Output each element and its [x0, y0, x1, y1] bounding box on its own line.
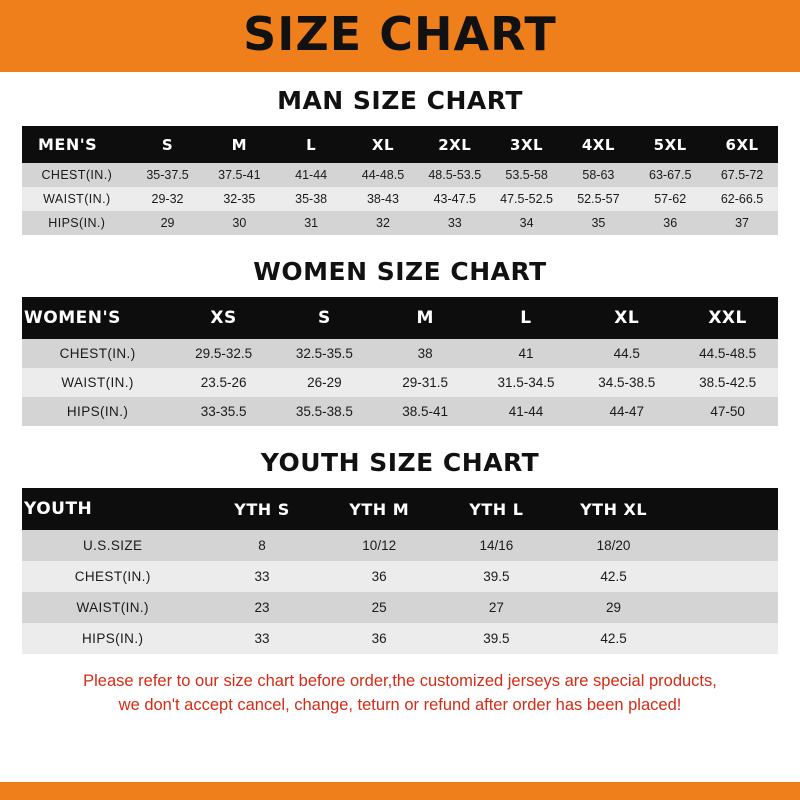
women-row1-c2: 29-31.5: [375, 368, 476, 397]
man-row2-c5: 34: [491, 211, 563, 235]
women-row2-c2: 38.5-41: [375, 397, 476, 426]
man-row1-c8: 62-66.5: [706, 187, 778, 211]
youth-row2-c2: 27: [438, 592, 555, 623]
man-row0-c2: 41-44: [275, 163, 347, 187]
man-row2-c1: 30: [203, 211, 275, 235]
man-row0-c1: 37.5-41: [203, 163, 275, 187]
youth-header-l: YTH L: [469, 499, 524, 519]
youth-row0-c2: 14/16: [438, 530, 555, 561]
youth-row2-c3: 29: [555, 592, 672, 623]
women-header-xs: XS: [210, 308, 237, 328]
man-row2-c4: 33: [419, 211, 491, 235]
youth-header-xl: YTH XL: [580, 499, 648, 519]
man-header-l: L: [306, 135, 317, 154]
women-header-label: WOMEN'S: [24, 308, 121, 328]
women-row2-label: HIPS(IN.): [22, 397, 173, 426]
table-row: [22, 368, 778, 397]
women-table-header-row: [22, 297, 778, 339]
youth-row0-c0: 8: [203, 530, 320, 561]
man-header-6xl: 6XL: [725, 135, 759, 154]
youth-table-header-row: [22, 488, 778, 530]
man-row2-label: HIPS(IN.): [22, 211, 132, 235]
women-row2-c5: 47-50: [677, 397, 778, 426]
women-row0-c2: 38: [375, 339, 476, 368]
man-size-table: [22, 126, 778, 235]
table-row: [22, 592, 778, 623]
youth-row0-c1: 10/12: [321, 530, 438, 561]
youth-row1-c3: 42.5: [555, 561, 672, 592]
man-row1-c1: 32-35: [203, 187, 275, 211]
women-section-title: WOMEN SIZE CHART: [253, 257, 547, 286]
man-header-5xl: 5XL: [653, 135, 687, 154]
man-table-header-row: [22, 126, 778, 163]
table-row: [22, 339, 778, 368]
youth-row2-spacer: [672, 592, 778, 623]
man-header-xl: XL: [371, 135, 395, 154]
youth-row1-c1: 36: [321, 561, 438, 592]
women-row1-c0: 23.5-26: [173, 368, 274, 397]
page-title: SIZE CHART: [243, 7, 557, 61]
youth-row3-c1: 36: [321, 623, 438, 654]
youth-header-s: YTH S: [234, 499, 290, 519]
man-row1-c7: 57-62: [634, 187, 706, 211]
man-row0-c8: 67.5-72: [706, 163, 778, 187]
man-row2-c7: 36: [634, 211, 706, 235]
youth-header-spacer: [672, 488, 778, 530]
content-area: [0, 72, 800, 782]
youth-row2-label: WAIST(IN.): [22, 592, 203, 623]
youth-row3-spacer: [672, 623, 778, 654]
man-row2-c2: 31: [275, 211, 347, 235]
youth-row2-c0: 23: [203, 592, 320, 623]
header-banner: [0, 0, 800, 72]
youth-row0-label: U.S.SIZE: [22, 530, 203, 561]
women-row1-c5: 38.5-42.5: [677, 368, 778, 397]
women-row2-c1: 35.5-38.5: [274, 397, 375, 426]
youth-row3-label: HIPS(IN.): [22, 623, 203, 654]
youth-row3-c3: 42.5: [555, 623, 672, 654]
women-header-xl: XL: [614, 308, 640, 328]
youth-row1-c0: 33: [203, 561, 320, 592]
women-header-l: L: [520, 308, 532, 328]
man-row1-label: WAIST(IN.): [22, 187, 132, 211]
women-row1-c4: 34.5-38.5: [576, 368, 677, 397]
man-row0-c7: 63-67.5: [634, 163, 706, 187]
women-row1-c3: 31.5-34.5: [476, 368, 577, 397]
man-row0-c6: 58-63: [562, 163, 634, 187]
youth-row1-spacer: [672, 561, 778, 592]
women-row0-c3: 41: [476, 339, 577, 368]
man-header-4xl: 4XL: [581, 135, 615, 154]
man-row1-c2: 35-38: [275, 187, 347, 211]
table-row: [22, 187, 778, 211]
women-row2-c3: 41-44: [476, 397, 577, 426]
man-row1-c5: 47.5-52.5: [491, 187, 563, 211]
order-notice: [22, 670, 778, 718]
table-row: [22, 561, 778, 592]
youth-header-label: YOUTH: [24, 499, 93, 519]
youth-row3-c0: 33: [203, 623, 320, 654]
man-row1-c0: 29-32: [132, 187, 204, 211]
women-row1-c1: 26-29: [274, 368, 375, 397]
man-row0-c5: 53.5-58: [491, 163, 563, 187]
youth-row1-c2: 39.5: [438, 561, 555, 592]
man-header-label: MEN'S: [38, 135, 98, 154]
youth-row3-c2: 39.5: [438, 623, 555, 654]
man-header-m: M: [231, 135, 248, 154]
youth-row2-c1: 25: [321, 592, 438, 623]
man-section-title: MAN SIZE CHART: [277, 86, 523, 115]
man-row0-c3: 44-48.5: [347, 163, 419, 187]
women-row0-c0: 29.5-32.5: [173, 339, 274, 368]
women-row0-c5: 44.5-48.5: [677, 339, 778, 368]
man-row1-c6: 52.5-57: [562, 187, 634, 211]
women-size-table: [22, 297, 778, 426]
women-row0-c1: 32.5-35.5: [274, 339, 375, 368]
youth-size-table: [22, 488, 778, 654]
table-row: [22, 163, 778, 187]
youth-row0-spacer: [672, 530, 778, 561]
youth-section-title: YOUTH SIZE CHART: [260, 448, 540, 477]
women-row0-label: CHEST(IN.): [22, 339, 173, 368]
order-notice-line2: we don't accept cancel, change, teturn or refund after order has been placed!: [118, 695, 682, 714]
women-row2-c0: 33-35.5: [173, 397, 274, 426]
table-row: [22, 397, 778, 426]
women-header-s: S: [318, 308, 331, 328]
man-row2-c0: 29: [132, 211, 204, 235]
youth-row0-c3: 18/20: [555, 530, 672, 561]
order-notice-line1: Please refer to our size chart before order,the customized jerseys are special products,: [83, 672, 717, 690]
man-row0-label: CHEST(IN.): [22, 163, 132, 187]
women-row1-label: WAIST(IN.): [22, 368, 173, 397]
table-row: [22, 211, 778, 235]
women-header-m: M: [416, 308, 434, 328]
man-header-s: S: [161, 135, 174, 154]
man-row1-c4: 43-47.5: [419, 187, 491, 211]
table-row: [22, 623, 778, 654]
man-header-3xl: 3XL: [510, 135, 544, 154]
man-row2-c3: 32: [347, 211, 419, 235]
women-row2-c4: 44-47: [576, 397, 677, 426]
women-header-xxl: XXL: [708, 308, 747, 328]
man-row2-c8: 37: [706, 211, 778, 235]
man-row0-c0: 35-37.5: [132, 163, 204, 187]
table-row: [22, 530, 778, 561]
youth-header-m: YTH M: [349, 499, 410, 519]
man-row1-c3: 38-43: [347, 187, 419, 211]
man-row0-c4: 48.5-53.5: [419, 163, 491, 187]
women-row0-c4: 44.5: [576, 339, 677, 368]
man-row2-c6: 35: [562, 211, 634, 235]
footer-strip: [0, 782, 800, 800]
youth-row1-label: CHEST(IN.): [22, 561, 203, 592]
man-header-2xl: 2XL: [438, 135, 472, 154]
